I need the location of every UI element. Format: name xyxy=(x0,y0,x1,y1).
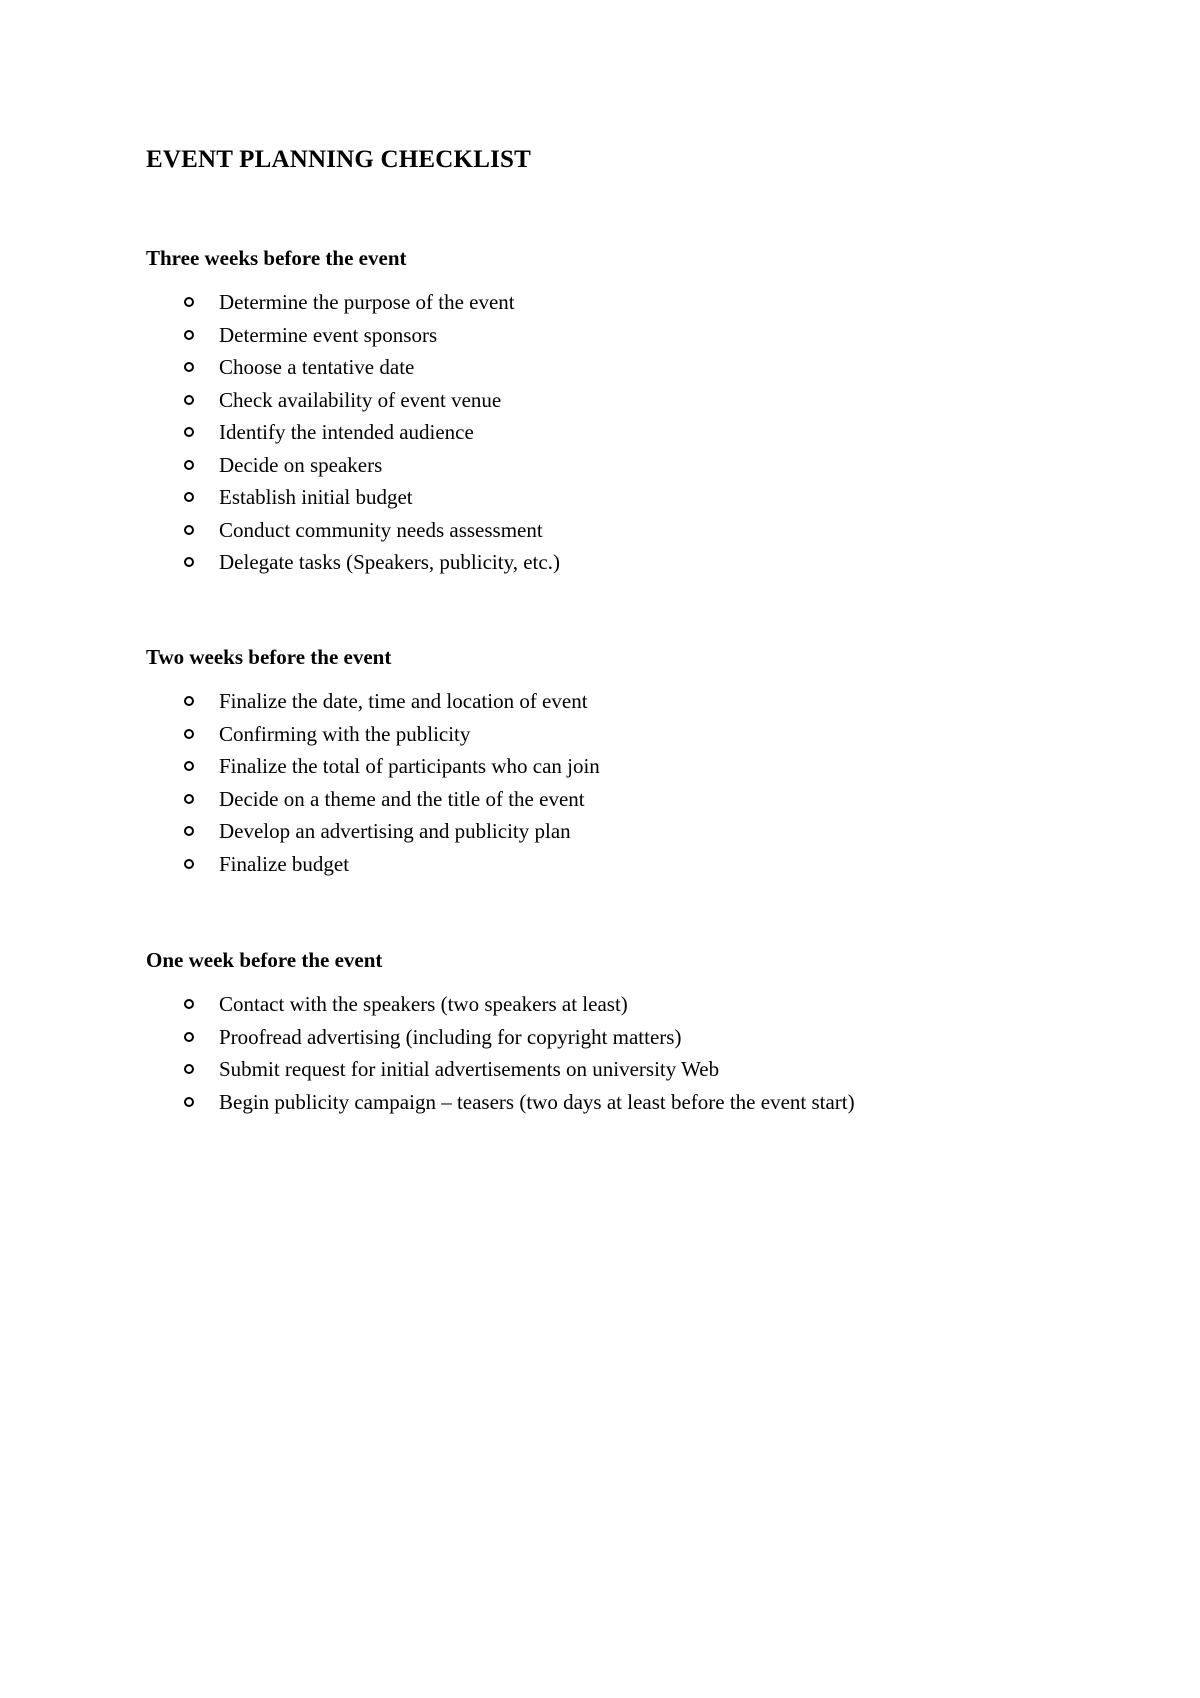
list-item-text: Identify the intended audience xyxy=(219,420,474,444)
circle-bullet-icon xyxy=(184,761,194,771)
circle-bullet-icon xyxy=(184,1032,194,1042)
circle-bullet-icon xyxy=(184,362,194,372)
list-item xyxy=(146,481,1046,514)
circle-bullet-icon xyxy=(184,999,194,1009)
list-item xyxy=(146,1086,1046,1119)
checklist xyxy=(146,988,1046,1118)
list-item-text: Determine the purpose of the event xyxy=(219,290,515,314)
list-item-text: Decide on a theme and the title of the event xyxy=(219,786,585,811)
circle-bullet-icon xyxy=(184,525,194,535)
list-item xyxy=(146,685,1046,718)
section-three-weeks xyxy=(146,244,1046,579)
circle-bullet-icon xyxy=(184,460,194,470)
list-item-text: Confirming with the publicity xyxy=(219,721,471,746)
list-item xyxy=(146,783,1046,816)
list-item-text: Finalize budget xyxy=(219,851,350,876)
list-item xyxy=(146,416,1046,449)
circle-bullet-icon xyxy=(184,826,194,836)
circle-bullet-icon xyxy=(184,330,194,340)
circle-bullet-icon xyxy=(184,729,194,739)
section-heading: Two weeks before the event xyxy=(146,645,392,669)
checklist xyxy=(146,685,1046,880)
list-item-text: Submit request for initial advertisements on university Web xyxy=(219,1057,720,1081)
list-item xyxy=(146,351,1046,384)
list-item xyxy=(146,514,1046,547)
circle-bullet-icon xyxy=(184,1064,194,1074)
list-item xyxy=(146,546,1046,579)
list-item-text: Develop an advertising and publicity plan xyxy=(219,819,571,843)
section-heading: Three weeks before the event xyxy=(146,246,407,270)
list-item xyxy=(146,750,1046,783)
list-item-text: Choose a tentative date xyxy=(219,355,415,379)
list-item xyxy=(146,1021,1046,1054)
document-title: EVENT PLANNING CHECKLIST xyxy=(146,146,531,173)
section-one-week xyxy=(146,946,1046,1118)
list-item xyxy=(146,449,1046,482)
list-item xyxy=(146,718,1046,751)
list-item-text: Delegate tasks (Speakers, publicity, etc.) xyxy=(219,550,560,574)
list-item-text: Contact with the speakers (two speakers at least) xyxy=(219,992,628,1016)
list-item-text: Finalize the date, time and location of event xyxy=(219,689,588,713)
section-heading: One week before the event xyxy=(146,948,383,972)
list-item xyxy=(146,286,1046,319)
list-item-text: Decide on speakers xyxy=(219,452,383,477)
circle-bullet-icon xyxy=(184,696,194,706)
circle-bullet-icon xyxy=(184,395,194,405)
list-item-text: Check availability of event venue xyxy=(219,387,502,412)
circle-bullet-icon xyxy=(184,492,194,502)
list-item xyxy=(146,1053,1046,1086)
circle-bullet-icon xyxy=(184,794,194,804)
checklist xyxy=(146,286,1046,579)
list-item-text: Establish initial budget xyxy=(219,485,413,509)
section-two-weeks xyxy=(146,643,1046,880)
circle-bullet-icon xyxy=(184,859,194,869)
list-item-text: Begin publicity campaign – teasers (two days at least before the event start) xyxy=(219,1089,855,1114)
list-item xyxy=(146,384,1046,417)
list-item xyxy=(146,848,1046,881)
circle-bullet-icon xyxy=(184,427,194,437)
circle-bullet-icon xyxy=(184,297,194,307)
list-item xyxy=(146,319,1046,352)
list-item-text: Determine event sponsors xyxy=(219,322,438,347)
list-item xyxy=(146,988,1046,1021)
circle-bullet-icon xyxy=(184,1097,194,1107)
list-item-text: Proofread advertising (including for copyright matters) xyxy=(219,1024,682,1049)
list-item xyxy=(146,815,1046,848)
circle-bullet-icon xyxy=(184,557,194,567)
list-item-text: Conduct community needs assessment xyxy=(219,517,543,542)
list-item-text: Finalize the total of participants who can join xyxy=(219,754,600,778)
